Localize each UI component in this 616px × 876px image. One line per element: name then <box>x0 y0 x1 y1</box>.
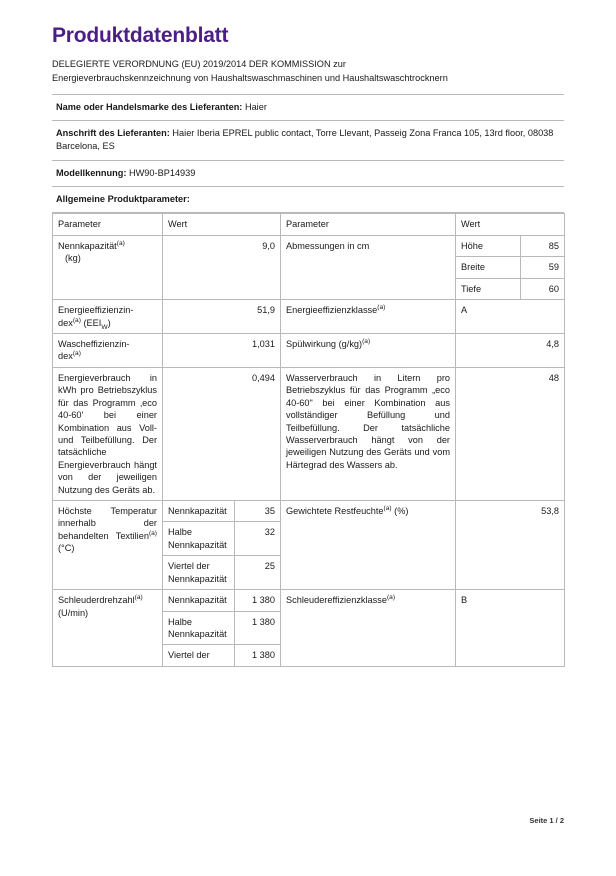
supplier-label: Name oder Handelsmarke des Lieferanten: <box>56 101 243 112</box>
cell-dimensions-values <box>456 235 565 299</box>
cell-spin-class-value: B <box>456 590 565 667</box>
cell-spin-class-label <box>281 590 456 667</box>
cell-rated-capacity-value: 9,0 <box>163 235 281 299</box>
table-row <box>53 501 565 590</box>
cell-washing-efficiency-value: 1,031 <box>163 333 281 367</box>
header-value-right: Wert <box>456 214 565 235</box>
footnote-marker: (a) <box>377 304 386 312</box>
spin-class-text: Schleudereffizienzklasse <box>286 595 387 606</box>
model-label: Modellkennung: <box>56 167 127 178</box>
regulation-reference <box>52 58 564 86</box>
washing-efficiency-line2: dex <box>58 351 73 362</box>
page-bottom-mask <box>0 800 616 876</box>
table-row <box>53 333 565 367</box>
cell-energy-consumption-label: Energieverbrauch in kWh pro Betriebszyklus für das Programm ‚eco 40-60' bei einer Kombination aus Voll- und Teilbefüllung. Der tatsächliche Energieverbrauch hängt von der jeweiligen Nutzung des Geräts ab. <box>53 367 163 500</box>
dimension-name-height: Höhe <box>456 236 521 257</box>
dimensions-table <box>456 236 564 299</box>
footnote-marker: (a) <box>148 529 157 537</box>
spin-speed-text: Schleuderdrehzahl <box>58 595 135 606</box>
spin-value-quarter: 1 380 <box>234 645 280 666</box>
cell-water-consumption-label: Wasserverbrauch in Litern pro Betriebszyklus für das Programm „eco 40-60" bei einer Kombination aus vollständiger Befüllung und Teilbefüllung. Der tatsächliche Wasserverbrauch hängt von der jeweiligen Nutzung des Geräts und vom Härtegrad des Wassers ab. <box>281 367 456 500</box>
residual-moisture-text: Gewichtete Restfeuchte <box>286 506 384 517</box>
rinsing-text: Spülwirkung (g/kg) <box>286 338 363 349</box>
supplier-value: Haier <box>244 101 267 112</box>
eei-text-line1: Energieeffizienzin- <box>58 305 134 316</box>
footnote-marker: (a) <box>72 316 81 324</box>
load-name-full: Nennkapazität <box>163 590 234 611</box>
temperature-value-quarter: 25 <box>234 556 280 589</box>
spin-row-quarter <box>163 645 280 666</box>
table-row <box>53 235 565 299</box>
cell-rinsing-value: 4,8 <box>456 333 565 367</box>
energy-class-text: Energieeffizienzklasse <box>286 305 378 316</box>
cell-spin-speed-values <box>163 590 281 667</box>
dimension-row-depth <box>456 278 564 299</box>
general-params-label: Allgemeine Produktparameter: <box>56 194 190 205</box>
cell-energy-consumption-value: 0,494 <box>163 367 281 500</box>
table-row <box>53 367 565 500</box>
temperature-load-table <box>163 501 280 589</box>
dimension-value-height: 85 <box>521 236 565 257</box>
load-name-half: Halbe Nennkapazität <box>163 611 234 645</box>
model-value: HW90-BP14939 <box>129 167 196 178</box>
regulation-line-1: DELEGIERTE VERORDNUNG (EU) 2019/2014 DER KOMMISSION zur <box>52 59 346 70</box>
spin-row-half <box>163 611 280 645</box>
footnote-marker: (a) <box>116 239 125 247</box>
header-parameter-left: Parameter <box>53 214 163 235</box>
spin-row-full <box>163 590 280 611</box>
dimension-name-width: Breite <box>456 257 521 278</box>
eei-text-line2: dex <box>58 317 73 328</box>
dimension-row-height <box>456 236 564 257</box>
address-label: Anschrift des Lieferanten: <box>56 128 170 139</box>
load-name-quarter: Viertel der <box>163 645 234 666</box>
load-name-full: Nennkapazität <box>163 501 234 522</box>
header-value-left: Wert <box>163 214 281 235</box>
temperature-row-half <box>163 522 280 556</box>
spin-speed-load-table <box>163 590 280 666</box>
footnote-marker: (a) <box>134 594 143 602</box>
cell-max-temperature-label <box>53 501 163 590</box>
rated-capacity-unit: (kg) <box>65 253 81 264</box>
temperature-value-half: 32 <box>234 522 280 556</box>
cell-energy-class-value: A <box>456 300 565 334</box>
address-row <box>52 120 564 160</box>
spin-value-full: 1 380 <box>234 590 280 611</box>
cell-rinsing-label <box>281 333 456 367</box>
cell-washing-efficiency-label <box>53 333 163 367</box>
footnote-marker: (a) <box>386 594 396 602</box>
supplier-row <box>52 94 564 120</box>
dimension-row-width <box>456 257 564 278</box>
cell-dimensions-label: Abmessungen in cm <box>281 235 456 299</box>
temperature-row-full <box>163 501 280 522</box>
cell-eei-value: 51,9 <box>163 300 281 334</box>
temperature-row-quarter <box>163 556 280 589</box>
eei-subscript: W <box>101 323 108 331</box>
cell-max-temperature-values <box>163 501 281 590</box>
spin-value-half: 1 380 <box>234 611 280 645</box>
footnote-marker: (a) <box>383 504 392 512</box>
cell-rated-capacity-label <box>53 235 163 299</box>
regulation-line-2: Energieverbrauchskennzeichnung von Haushaltswaschmaschinen und Haushaltswaschtrocknern <box>52 72 448 83</box>
footnote-marker: (a) <box>362 337 371 345</box>
cell-residual-moisture-value: 53,8 <box>456 501 565 590</box>
dimension-value-width: 59 <box>521 257 565 278</box>
temperature-value-full: 35 <box>234 501 280 522</box>
load-name-quarter: Viertel der Nennkapazität <box>163 556 234 589</box>
address-value: Haier Iberia EPREL public contact, Torre Llevant, Passeig Zona Franca 105, 13rd floor, 08038 Barcelona, ES <box>56 128 554 152</box>
max-temperature-text: Höchste Temperatur innerhalb der behandelten Textilien <box>58 506 157 541</box>
header-parameter-right: Parameter <box>281 214 456 235</box>
cell-spin-speed-label <box>53 590 163 667</box>
load-name-half: Halbe Nennkapazität <box>163 522 234 556</box>
product-parameters-table <box>52 213 565 666</box>
max-temperature-unit: (°C) <box>58 543 75 554</box>
table-row <box>53 300 565 334</box>
eei-symbol: (EEI <box>83 317 102 328</box>
cell-residual-moisture-label <box>281 501 456 590</box>
cell-water-consumption-value: 48 <box>456 367 565 500</box>
footnote-marker: (a) <box>72 350 81 358</box>
washing-efficiency-line1: Wascheffizienzin- <box>58 338 130 349</box>
residual-moisture-unit: (%) <box>394 506 409 517</box>
rated-capacity-text: Nennkapazität <box>58 240 117 251</box>
dimension-name-depth: Tiefe <box>456 278 521 299</box>
cell-eei-label <box>53 300 163 334</box>
table-row <box>53 590 565 667</box>
page-title: Produktdatenblatt <box>52 24 229 47</box>
general-params-row <box>52 186 564 213</box>
model-row <box>52 160 564 186</box>
datasheet-content <box>52 24 564 667</box>
table-header-row <box>53 214 565 235</box>
eei-paren: ) <box>107 317 111 328</box>
cell-energy-class-label <box>281 300 456 334</box>
dimension-value-depth: 60 <box>521 278 565 299</box>
spin-speed-unit: (U/min) <box>58 607 89 618</box>
page-footer: Seite 1 / 2 <box>529 816 564 825</box>
